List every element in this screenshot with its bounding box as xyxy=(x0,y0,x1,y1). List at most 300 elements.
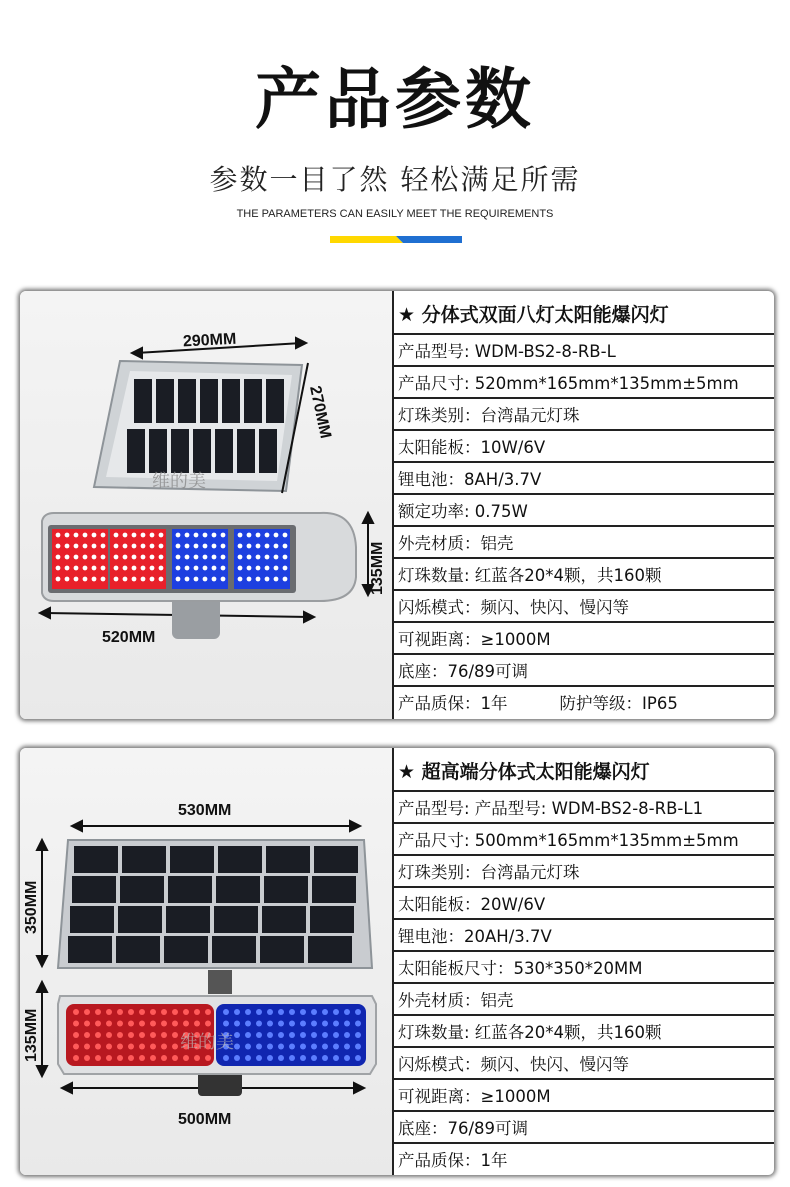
led xyxy=(274,577,279,582)
led xyxy=(84,1009,90,1015)
led xyxy=(123,555,128,560)
solar-cell xyxy=(178,379,196,423)
led xyxy=(344,1032,350,1038)
led xyxy=(117,1032,123,1038)
led xyxy=(141,577,146,582)
product-illustration-2 xyxy=(20,748,392,1175)
led xyxy=(95,1055,101,1061)
led xyxy=(265,577,270,582)
led xyxy=(265,566,270,571)
product-image-2 xyxy=(20,748,392,1175)
led xyxy=(194,544,199,549)
solar-cell xyxy=(215,429,233,473)
led xyxy=(311,1009,317,1015)
led xyxy=(132,555,137,560)
led xyxy=(238,544,243,549)
led xyxy=(95,1009,101,1015)
spec-row: 产品型号: WDM-BS2-8-RB-L xyxy=(394,337,774,367)
led xyxy=(333,1021,339,1027)
led xyxy=(74,555,79,560)
led xyxy=(114,544,119,549)
led xyxy=(141,566,146,571)
led xyxy=(344,1055,350,1061)
led xyxy=(311,1055,317,1061)
led xyxy=(106,1032,112,1038)
led xyxy=(128,1021,134,1027)
led xyxy=(84,1044,90,1050)
led xyxy=(245,1021,251,1027)
led xyxy=(74,577,79,582)
led xyxy=(322,1009,328,1015)
led xyxy=(278,1032,284,1038)
led xyxy=(95,1021,101,1027)
led xyxy=(95,1044,101,1050)
led xyxy=(172,1021,178,1027)
led xyxy=(300,1009,306,1015)
led xyxy=(355,1055,361,1061)
led xyxy=(311,1044,317,1050)
led xyxy=(150,1021,156,1027)
led xyxy=(139,1009,145,1015)
led xyxy=(117,1044,123,1050)
led xyxy=(139,1055,145,1061)
led xyxy=(234,1055,240,1061)
led xyxy=(355,1032,361,1038)
led xyxy=(83,566,88,571)
led xyxy=(234,1044,240,1050)
spec-row: 产品型号: 产品型号: WDM-BS2-8-RB-L1 xyxy=(394,794,774,824)
solar-cell xyxy=(260,936,304,963)
led xyxy=(161,1055,167,1061)
led xyxy=(300,1055,306,1061)
led xyxy=(344,1021,350,1027)
led xyxy=(150,566,155,571)
led xyxy=(256,544,261,549)
led xyxy=(256,1032,262,1038)
solar-cell xyxy=(308,936,352,963)
solar-cell xyxy=(266,379,284,423)
product-illustration-1 xyxy=(20,291,392,719)
spec-title-2: ★ 超高端分体式太阳能爆闪灯 xyxy=(394,748,774,792)
spec-row: 灯珠数量: 红蓝各20*4颗，共160颗 xyxy=(394,1018,774,1048)
led xyxy=(283,533,288,538)
spec-row: 额定功率: 0.75W xyxy=(394,497,774,527)
solar-cell xyxy=(266,846,310,873)
led xyxy=(83,555,88,560)
led xyxy=(194,566,199,571)
spec-row: 闪烁模式：频闪、快闪、慢闪等 xyxy=(394,593,774,623)
led xyxy=(139,1021,145,1027)
led xyxy=(123,533,128,538)
led xyxy=(56,533,61,538)
led xyxy=(289,1032,295,1038)
led xyxy=(65,533,70,538)
spec-row: 底座：76/89可调 xyxy=(394,657,774,687)
led xyxy=(212,577,217,582)
led xyxy=(114,533,119,538)
led xyxy=(355,1021,361,1027)
led xyxy=(245,1009,251,1015)
led xyxy=(132,533,137,538)
solar-cell xyxy=(168,876,212,903)
led xyxy=(161,1009,167,1015)
spec-row: 灯珠类别：台湾晶元灯珠 xyxy=(394,858,774,888)
led xyxy=(267,1009,273,1015)
led xyxy=(150,544,155,549)
dim-panel-height-2: 350MM xyxy=(23,880,40,934)
led xyxy=(106,1009,112,1015)
led xyxy=(322,1044,328,1050)
led xyxy=(203,566,208,571)
spec-warranty: 产品质保：1年 xyxy=(398,694,508,713)
led xyxy=(278,1021,284,1027)
led xyxy=(355,1044,361,1050)
led xyxy=(212,555,217,560)
led xyxy=(56,577,61,582)
led xyxy=(117,1055,123,1061)
solar-cell xyxy=(74,846,118,873)
led xyxy=(56,555,61,560)
solar-cell xyxy=(212,936,256,963)
led xyxy=(300,1032,306,1038)
led xyxy=(65,577,70,582)
dim-lamp-width-1: 520MM xyxy=(102,629,156,646)
solar-cell xyxy=(216,876,260,903)
led xyxy=(223,1009,229,1015)
led xyxy=(267,1032,273,1038)
led xyxy=(92,544,97,549)
led xyxy=(300,1044,306,1050)
led xyxy=(267,1055,273,1061)
led xyxy=(150,555,155,560)
led xyxy=(73,1044,79,1050)
led xyxy=(278,1009,284,1015)
led xyxy=(128,1032,134,1038)
led xyxy=(172,1044,178,1050)
led xyxy=(84,1021,90,1027)
led xyxy=(101,555,106,560)
led xyxy=(289,1044,295,1050)
led xyxy=(176,533,181,538)
led xyxy=(256,1021,262,1027)
led xyxy=(274,544,279,549)
led xyxy=(74,566,79,571)
led xyxy=(265,555,270,560)
led xyxy=(172,1009,178,1015)
solar-cell xyxy=(171,429,189,473)
solar-cell xyxy=(237,429,255,473)
solar-cell xyxy=(222,379,240,423)
led xyxy=(106,1021,112,1027)
led xyxy=(247,533,252,538)
led xyxy=(247,577,252,582)
led xyxy=(283,555,288,560)
led xyxy=(185,566,190,571)
led xyxy=(283,544,288,549)
led xyxy=(247,544,252,549)
led xyxy=(245,1055,251,1061)
led xyxy=(132,566,137,571)
solar-cell xyxy=(118,906,162,933)
spec-row: 锂电池：8AH/3.7V xyxy=(394,465,774,495)
spec-row: 产品质保：1年 xyxy=(398,1151,508,1170)
led xyxy=(183,1021,189,1027)
led xyxy=(150,577,155,582)
led xyxy=(245,1032,251,1038)
led xyxy=(172,1032,178,1038)
led xyxy=(355,1009,361,1015)
dim-panel-width-1: 290MM xyxy=(182,330,237,351)
led xyxy=(139,1032,145,1038)
solar-cell xyxy=(127,429,145,473)
spec-row: 底座：76/89可调 xyxy=(394,1114,774,1144)
page-title: 产品参数 xyxy=(255,61,535,138)
solar-cell xyxy=(314,846,358,873)
led xyxy=(194,533,199,538)
led xyxy=(194,1055,200,1061)
spec-row: 可视距离：≥1000M xyxy=(394,625,774,655)
solar-cell xyxy=(262,906,306,933)
solar-cell xyxy=(264,876,308,903)
led xyxy=(128,1055,134,1061)
led xyxy=(212,533,217,538)
led xyxy=(205,1055,211,1061)
led xyxy=(176,544,181,549)
spec-row: 锂电池：20AH/3.7V xyxy=(394,922,774,952)
led xyxy=(221,555,226,560)
led xyxy=(205,1009,211,1015)
accent-bar-blue xyxy=(396,236,462,243)
led xyxy=(114,555,119,560)
led xyxy=(150,1044,156,1050)
led xyxy=(161,1032,167,1038)
led xyxy=(101,533,106,538)
solar-cell xyxy=(259,429,277,473)
led xyxy=(267,1044,273,1050)
led xyxy=(278,1044,284,1050)
spec-row: 外壳材质：铝壳 xyxy=(394,986,774,1016)
led xyxy=(117,1009,123,1015)
led xyxy=(73,1009,79,1015)
accent-bar xyxy=(330,236,462,243)
led xyxy=(172,1055,178,1061)
spec-row: 外壳材质：铝壳 xyxy=(394,529,774,559)
led xyxy=(101,544,106,549)
solar-cell xyxy=(70,906,114,933)
spec-row-warranty xyxy=(394,689,774,719)
led xyxy=(238,533,243,538)
led xyxy=(274,555,279,560)
led xyxy=(123,566,128,571)
led-block xyxy=(110,529,166,589)
led xyxy=(185,577,190,582)
solar-cell xyxy=(120,876,164,903)
led xyxy=(114,566,119,571)
led xyxy=(84,1032,90,1038)
spec-protection: 防护等级：IP65 xyxy=(559,694,678,713)
led xyxy=(65,544,70,549)
led xyxy=(123,544,128,549)
led xyxy=(221,544,226,549)
solar-cell xyxy=(200,379,218,423)
led xyxy=(150,533,155,538)
led xyxy=(205,1021,211,1027)
led xyxy=(234,1032,240,1038)
led xyxy=(185,544,190,549)
led xyxy=(161,1044,167,1050)
led xyxy=(92,566,97,571)
led xyxy=(265,544,270,549)
led xyxy=(65,555,70,560)
led xyxy=(132,577,137,582)
solar-cell xyxy=(218,846,262,873)
led xyxy=(238,555,243,560)
led xyxy=(289,1055,295,1061)
led xyxy=(247,566,252,571)
solar-cell xyxy=(193,429,211,473)
led xyxy=(289,1021,295,1027)
led xyxy=(300,1021,306,1027)
solar-cell xyxy=(244,379,262,423)
led xyxy=(212,544,217,549)
led xyxy=(123,577,128,582)
led xyxy=(247,555,252,560)
led xyxy=(267,1021,273,1027)
led xyxy=(161,1021,167,1027)
led xyxy=(289,1009,295,1015)
led xyxy=(117,1021,123,1027)
watermark-1: 维的美 xyxy=(152,471,206,492)
solar-cell xyxy=(214,906,258,933)
spec-table-2 xyxy=(392,748,774,1175)
led xyxy=(101,577,106,582)
led xyxy=(256,577,261,582)
product-image-1 xyxy=(20,291,392,719)
led xyxy=(194,1021,200,1027)
led xyxy=(283,566,288,571)
led xyxy=(73,1055,79,1061)
led xyxy=(194,1009,200,1015)
led xyxy=(139,1044,145,1050)
led-block xyxy=(172,529,228,589)
dim-panel-height-1: 270MM xyxy=(306,384,334,441)
solar-cell xyxy=(122,846,166,873)
spec-title-1: ★ 分体式双面八灯太阳能爆闪灯 xyxy=(394,291,774,335)
led xyxy=(333,1044,339,1050)
accent-bar-yellow xyxy=(330,236,403,243)
led xyxy=(238,577,243,582)
led xyxy=(256,1044,262,1050)
dim-lamp-height-1: 135MM xyxy=(369,541,386,595)
led xyxy=(101,566,106,571)
led xyxy=(221,533,226,538)
led xyxy=(245,1044,251,1050)
led xyxy=(256,533,261,538)
led xyxy=(92,533,97,538)
page-header xyxy=(0,0,790,260)
led xyxy=(311,1032,317,1038)
led xyxy=(106,1044,112,1050)
led xyxy=(92,555,97,560)
led xyxy=(203,577,208,582)
led xyxy=(234,1021,240,1027)
led xyxy=(256,1009,262,1015)
led xyxy=(84,1055,90,1061)
led xyxy=(185,555,190,560)
led xyxy=(150,1009,156,1015)
led xyxy=(92,577,97,582)
dim-lamp-width-2: 500MM xyxy=(178,1111,232,1128)
led xyxy=(221,566,226,571)
led xyxy=(141,544,146,549)
led xyxy=(73,1032,79,1038)
solar-cell xyxy=(164,936,208,963)
led xyxy=(74,544,79,549)
solar-cell xyxy=(68,936,112,963)
led xyxy=(203,533,208,538)
led xyxy=(194,577,199,582)
solar-cell xyxy=(116,936,160,963)
led xyxy=(212,566,217,571)
spec-row: 灯珠数量: 红蓝各20*4颗，共160颗 xyxy=(394,561,774,591)
led xyxy=(159,544,164,549)
solar-cell xyxy=(156,379,174,423)
led xyxy=(234,1009,240,1015)
led xyxy=(114,577,119,582)
led xyxy=(322,1032,328,1038)
led xyxy=(141,555,146,560)
led xyxy=(183,1055,189,1061)
solar-cell xyxy=(149,429,167,473)
led xyxy=(333,1009,339,1015)
led xyxy=(132,544,137,549)
led xyxy=(194,555,199,560)
led xyxy=(150,1032,156,1038)
dim-lamp-height-2: 135MM xyxy=(23,1008,40,1062)
led xyxy=(274,566,279,571)
led xyxy=(223,1055,229,1061)
led xyxy=(159,533,164,538)
led xyxy=(344,1009,350,1015)
led xyxy=(274,533,279,538)
led xyxy=(65,566,70,571)
led xyxy=(203,544,208,549)
led xyxy=(56,544,61,549)
led xyxy=(159,577,164,582)
led xyxy=(128,1044,134,1050)
solar-cell xyxy=(310,906,354,933)
watermark-2: 维的美 xyxy=(180,1032,234,1053)
spec-row: 产品尺寸: 520mm*165mm*135mm±5mm xyxy=(394,369,774,399)
led xyxy=(238,566,243,571)
led-block xyxy=(52,529,108,589)
led xyxy=(185,533,190,538)
led xyxy=(95,1032,101,1038)
led xyxy=(141,533,146,538)
led xyxy=(278,1055,284,1061)
led xyxy=(159,555,164,560)
solar-cell xyxy=(312,876,356,903)
spec-row: 太阳能板：20W/6V xyxy=(394,890,774,920)
led xyxy=(322,1021,328,1027)
led xyxy=(106,1055,112,1061)
spec-row: 闪烁模式：频闪、快闪、慢闪等 xyxy=(394,1050,774,1080)
product-card-2 xyxy=(20,748,774,1175)
spec-table-1 xyxy=(392,291,774,719)
led xyxy=(83,533,88,538)
dim-panel-width-2: 530MM xyxy=(178,802,232,819)
led xyxy=(176,555,181,560)
